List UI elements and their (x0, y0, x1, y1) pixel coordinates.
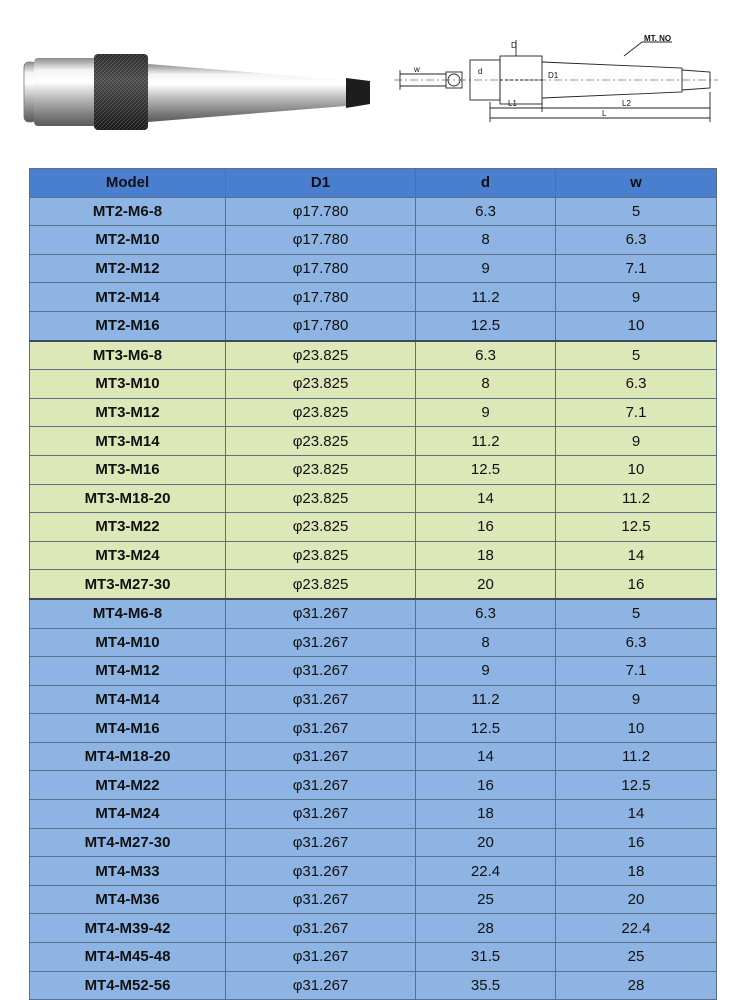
cell-d: 14 (416, 484, 556, 513)
table-row (30, 685, 717, 714)
cell-d: 28 (416, 914, 556, 943)
cell-w: 14 (556, 800, 717, 829)
cell-d: 20 (416, 828, 556, 857)
spec-table (29, 168, 717, 1000)
cell-w: 9 (556, 685, 717, 714)
cell-model: MT4-M52-56 (30, 971, 226, 1000)
cell-model: MT4-M22 (30, 771, 226, 800)
w-label: w (414, 65, 420, 74)
cell-d: 12.5 (416, 455, 556, 484)
cell-D1: φ31.267 (226, 599, 416, 628)
cell-w: 10 (556, 714, 717, 743)
cell-model: MT3-M6-8 (30, 341, 226, 370)
cell-model: MT3-M10 (30, 370, 226, 399)
cell-w: 5 (556, 599, 717, 628)
table-row (30, 771, 717, 800)
cell-w: 7.1 (556, 254, 717, 283)
cell-model: MT3-M18-20 (30, 484, 226, 513)
cell-model: MT4-M6-8 (30, 599, 226, 628)
cell-w: 9 (556, 427, 717, 456)
cell-model: MT4-M16 (30, 714, 226, 743)
table-row (30, 541, 717, 570)
cell-w: 10 (556, 311, 717, 340)
table-row (30, 570, 717, 599)
cell-model: MT4-M36 (30, 885, 226, 914)
cell-D1: φ31.267 (226, 714, 416, 743)
cell-model: MT2-M12 (30, 254, 226, 283)
cell-d: 11.2 (416, 427, 556, 456)
cell-w: 6.3 (556, 370, 717, 399)
cell-model: MT4-M12 (30, 657, 226, 686)
cell-d: 6.3 (416, 197, 556, 226)
cell-model: MT2-M14 (30, 283, 226, 312)
cell-w: 25 (556, 943, 717, 972)
cell-D1: φ31.267 (226, 914, 416, 943)
table-row (30, 341, 717, 370)
table-row (30, 311, 717, 340)
L2-label: L2 (622, 99, 631, 108)
cell-model: MT3-M24 (30, 541, 226, 570)
cell-model: MT3-M14 (30, 427, 226, 456)
cell-D1: φ23.825 (226, 541, 416, 570)
L-label: L (602, 109, 607, 118)
cell-D1: φ17.780 (226, 254, 416, 283)
cell-w: 10 (556, 455, 717, 484)
cell-D1: φ23.825 (226, 341, 416, 370)
cell-d: 9 (416, 657, 556, 686)
table-row (30, 226, 717, 255)
cell-model: MT3-M22 (30, 513, 226, 542)
cell-D1: φ31.267 (226, 771, 416, 800)
cell-w: 6.3 (556, 226, 717, 255)
cell-w: 16 (556, 828, 717, 857)
cell-d: 12.5 (416, 714, 556, 743)
mt-no-label: MT. NO (644, 34, 672, 43)
table-row (30, 197, 717, 226)
cell-w: 18 (556, 857, 717, 886)
table-row (30, 914, 717, 943)
cell-d: 8 (416, 370, 556, 399)
header-D1: D1 (226, 169, 416, 198)
table-row (30, 283, 717, 312)
cell-d: 16 (416, 771, 556, 800)
cell-D1: φ31.267 (226, 885, 416, 914)
cell-d: 25 (416, 885, 556, 914)
cell-D1: φ31.267 (226, 742, 416, 771)
cell-d: 11.2 (416, 685, 556, 714)
cell-d: 18 (416, 541, 556, 570)
cell-d: 6.3 (416, 599, 556, 628)
cell-d: 18 (416, 800, 556, 829)
table-row (30, 885, 717, 914)
cell-w: 5 (556, 197, 717, 226)
cell-w: 14 (556, 541, 717, 570)
cell-model: MT3-M12 (30, 398, 226, 427)
cell-D1: φ31.267 (226, 943, 416, 972)
cell-w: 20 (556, 885, 717, 914)
table-row (30, 484, 717, 513)
cell-d: 20 (416, 570, 556, 599)
cell-D1: φ23.825 (226, 513, 416, 542)
d-label: d (478, 67, 483, 76)
cell-D1: φ23.825 (226, 370, 416, 399)
table-row (30, 599, 717, 628)
cell-D1: φ23.825 (226, 570, 416, 599)
product-header (0, 0, 750, 168)
table-row (30, 628, 717, 657)
table-row (30, 427, 717, 456)
table-row (30, 828, 717, 857)
table-row (30, 943, 717, 972)
cell-D1: φ17.780 (226, 311, 416, 340)
cell-w: 28 (556, 971, 717, 1000)
header-w: w (556, 169, 717, 198)
cell-D1: φ31.267 (226, 628, 416, 657)
table-row (30, 398, 717, 427)
cell-d: 12.5 (416, 311, 556, 340)
table-row (30, 800, 717, 829)
cell-d: 8 (416, 628, 556, 657)
cell-w: 11.2 (556, 742, 717, 771)
cell-w: 11.2 (556, 484, 717, 513)
cell-w: 9 (556, 283, 717, 312)
cell-d: 14 (416, 742, 556, 771)
header-d: d (416, 169, 556, 198)
cell-d: 31.5 (416, 943, 556, 972)
table-row (30, 857, 717, 886)
cell-D1: φ31.267 (226, 857, 416, 886)
cell-model: MT4-M18-20 (30, 742, 226, 771)
cell-D1: φ23.825 (226, 455, 416, 484)
cell-w: 6.3 (556, 628, 717, 657)
cell-d: 22.4 (416, 857, 556, 886)
cell-model: MT2-M6-8 (30, 197, 226, 226)
cell-D1: φ31.267 (226, 800, 416, 829)
table-body (30, 197, 717, 1000)
cell-w: 5 (556, 341, 717, 370)
technical-drawing (392, 34, 722, 138)
cell-D1: φ17.780 (226, 226, 416, 255)
cell-d: 8 (416, 226, 556, 255)
table-row (30, 742, 717, 771)
cell-model: MT4-M24 (30, 800, 226, 829)
header-model: Model (30, 169, 226, 198)
cell-D1: φ23.825 (226, 427, 416, 456)
table-row (30, 254, 717, 283)
cell-d: 6.3 (416, 341, 556, 370)
cell-D1: φ17.780 (226, 283, 416, 312)
cell-model: MT2-M10 (30, 226, 226, 255)
cell-w: 7.1 (556, 657, 717, 686)
cell-d: 11.2 (416, 283, 556, 312)
table-row (30, 455, 717, 484)
cell-D1: φ23.825 (226, 398, 416, 427)
cell-d: 16 (416, 513, 556, 542)
cell-w: 7.1 (556, 398, 717, 427)
L1-label: L1 (508, 99, 517, 108)
table-row (30, 370, 717, 399)
table-row (30, 714, 717, 743)
cell-D1: φ23.825 (226, 484, 416, 513)
cell-model: MT2-M16 (30, 311, 226, 340)
cell-D1: φ17.780 (226, 197, 416, 226)
cell-model: MT4-M14 (30, 685, 226, 714)
cell-D1: φ31.267 (226, 685, 416, 714)
tapping-chuck-photo (20, 40, 380, 140)
cell-D1: φ31.267 (226, 971, 416, 1000)
cell-model: MT3-M27-30 (30, 570, 226, 599)
cell-model: MT4-M39-42 (30, 914, 226, 943)
table-header-row (30, 169, 717, 198)
cell-w: 16 (556, 570, 717, 599)
cell-D1: φ31.267 (226, 828, 416, 857)
cell-model: MT3-M16 (30, 455, 226, 484)
D1-label: D1 (548, 71, 559, 80)
cell-w: 22.4 (556, 914, 717, 943)
cell-model: MT4-M33 (30, 857, 226, 886)
cell-d: 9 (416, 254, 556, 283)
cell-model: MT4-M45-48 (30, 943, 226, 972)
table-row (30, 513, 717, 542)
table-row (30, 971, 717, 1000)
cell-w: 12.5 (556, 771, 717, 800)
cell-D1: φ31.267 (226, 657, 416, 686)
cell-model: MT4-M10 (30, 628, 226, 657)
cell-model: MT4-M27-30 (30, 828, 226, 857)
D-label: D (511, 41, 517, 50)
cell-w: 12.5 (556, 513, 717, 542)
cell-d: 35.5 (416, 971, 556, 1000)
cell-d: 9 (416, 398, 556, 427)
table-row (30, 657, 717, 686)
